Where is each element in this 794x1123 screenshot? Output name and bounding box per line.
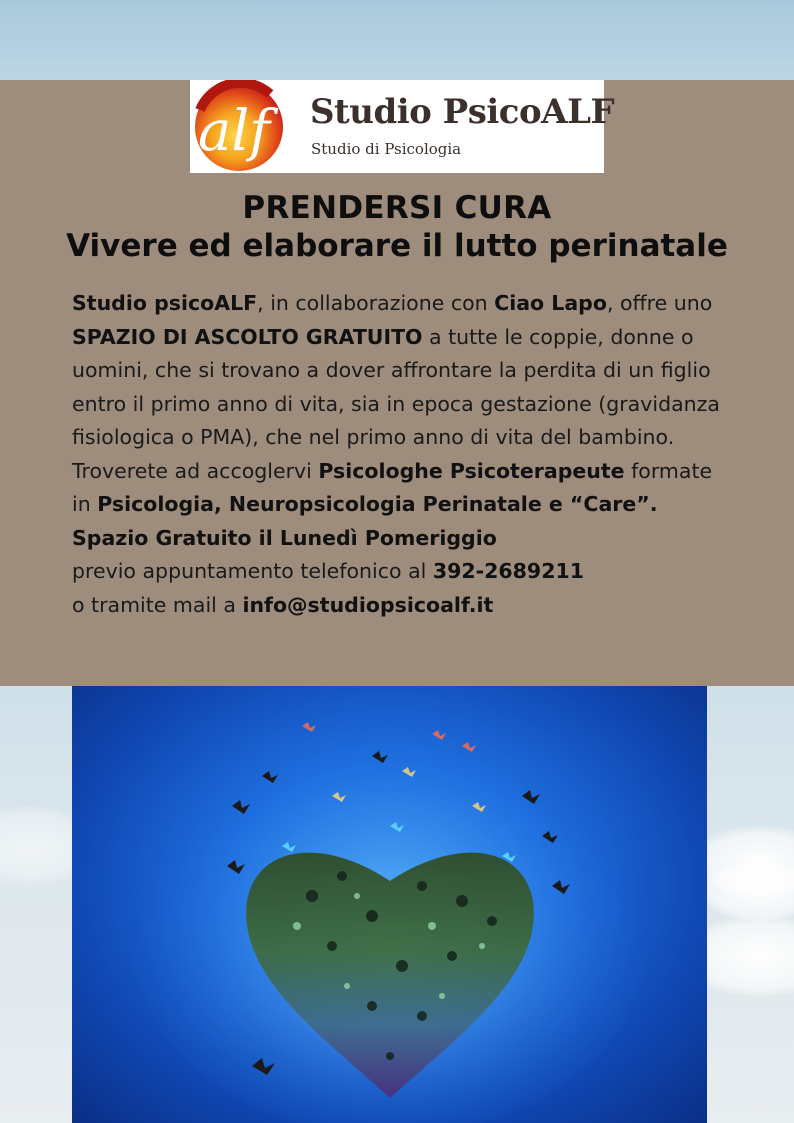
staff-paragraph: Troverete ad accoglervi Psicologhe Psicoterapeute formate in Psicologia, Neuropsicologia Perinatale e “Care”. xyxy=(72,458,713,516)
heading-primary: PRENDERSI CURA xyxy=(242,190,552,226)
butterfly-heart-image xyxy=(72,686,707,1123)
intro-paragraph: Studio psicoALF, in collaborazione con Ciao Lapo, offre uno SPAZIO DI ASCOLTO GRATUITO a tutte le coppie, donne o uomini, che si trovano a dover affrontare la perdita di un figlio entro il primo anno di vita, sia in epoca gestazione (gravidanza fisiologica o PMA), che nel primo anno di vita del bambino. xyxy=(72,291,720,449)
sky-background-top xyxy=(0,0,794,80)
svg-text:alf: alf xyxy=(197,99,271,164)
email-line: o tramite mail a info@studiopsicoalf.it xyxy=(72,592,494,617)
schedule-line: Spazio Gratuito il Lunedì Pomeriggio xyxy=(72,525,497,550)
alf-logo-icon xyxy=(190,80,286,173)
logo-title: Studio PsicoALF xyxy=(310,92,615,132)
heading-secondary: Vivere ed elaborare il lutto perinatale xyxy=(66,228,728,264)
phone-line: previo appuntamento telefonico al 392-2689211 xyxy=(72,559,584,583)
body-text xyxy=(72,287,732,622)
phone-number[interactable]: 392-2689211 xyxy=(432,559,584,583)
logo xyxy=(190,80,615,173)
logo-subtitle: Studio di Psicologia xyxy=(311,140,462,158)
email-address[interactable]: info@studiopsicoalf.it xyxy=(242,592,494,617)
